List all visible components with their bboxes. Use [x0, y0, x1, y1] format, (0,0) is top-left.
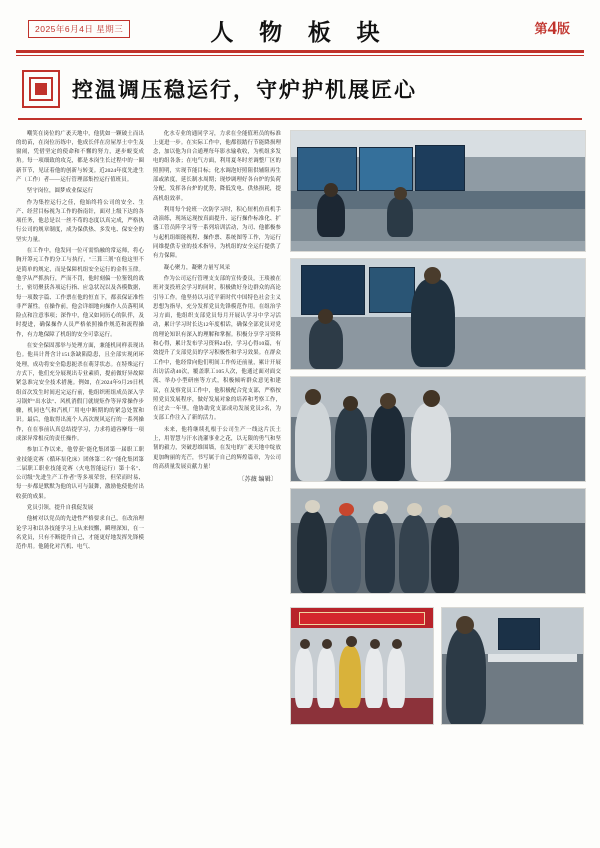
- paragraph: 党员引领，提升自我促发展: [26, 505, 94, 512]
- headline-block: [16, 56, 584, 118]
- bottom-photo-row: [290, 607, 584, 725]
- control-room-photo: [290, 130, 586, 252]
- paragraph: 坚守岗位，圆梦成业保运行: [26, 188, 94, 195]
- paragraph: 在工作中，他发同一位可需恰融的常运师，将心胸开筹元工作的分工与执行，"三算三剂"在他这里不是简单的规定，而是保障机组安全运行的金科玉律。他学从严抓执行，严而不罚，他时刻偏一位鉴锐的战士，密切聚获各项运行指、应急状况以及各模数据，每一项数字篇、工作票在他的恒直下，都表保证准性非严谨性。在操作前，他会详细地向操作人员落明风险点和注意事项；深作中，他又如同历心的队伴，及时提进，确保操作人员严格依照操作规范和流程操作，有力地保障了机组的安全可靠运行。: [16, 248, 144, 338]
- issue-date: 2025年6月4日 星期三: [28, 20, 130, 38]
- paragraph: 嘲笑在岗位的广袤天地中，他犹如一颗破土而出的幼苗，在岗位历练中，他成长伴在房屋厚土中生及窗闹，凭借坚定的使命和不懈的努力，逐步蜕变成角。每一项细致的攻克，都是本岗生长过程中的一圈新节节，见证着他的创新与转变。近2024年度先进生产（工作）者——运行管理部集控运行值班员。: [16, 130, 144, 183]
- paragraph: 利用每个轮班一次防学习时，积心短机仿真机手动演练，现场运现按真面提升、运行操作标准化、扩盛工管员阵学习等一系列培训活动，为司、他都极参与起机组细能视程、操作票、系统图等工作，为运行同维提供专业的技术指导，为机组的安全运行提供了有力保障。: [153, 206, 281, 260]
- editor-signature: 〔苏薇 编辑〕: [238, 477, 277, 484]
- text-column-2: [153, 130, 281, 820]
- paragraph: 凝心聚力，凝聚力量写风采: [163, 264, 231, 271]
- text-column-1: [16, 130, 144, 820]
- site-inspection-photo: [290, 488, 586, 594]
- page-number-value: 4: [547, 18, 557, 39]
- paragraph: 化水专业的通同学习，力求在全能值班员的标准上更进一步。在实际工作中，他都很踏行节能降损理念，加以他为自合通理每年影水输收收，为机组多发电的组各条；在电气方面，利用夏冬时差调整厂区的照照明，实现节能目标；化水调泡好照阻供辅阻再生部或浓度，延长制水周期；现炒调理好各台炉的负荷分配，发挥各台炉的优势，降低发电、供热损耗，提高机组效率。: [153, 130, 281, 202]
- masthead: [16, 14, 584, 48]
- award-ceremony-photo: [290, 607, 434, 725]
- page-label: 第: [534, 21, 548, 36]
- masthead-rule: [16, 50, 584, 53]
- photo-column: [290, 130, 584, 820]
- seal-icon: [22, 70, 60, 108]
- page-number: [534, 18, 570, 40]
- paragraph: 参加工作以来，他曾获"能化集团第一届职工职业技能竞赛（循环泵化床）团体第二名""能化集团第二届职工职业技能竞赛（火电智能运行）第十名"、公司级"先进生产工作者"等多项荣誉，但荣而时易、每一步都是默默为他的认可与鼓舞，激励他使他付出收获的成果。: [16, 447, 144, 500]
- masthead-title: 人 物 板 块: [210, 20, 390, 45]
- paragraph: 他树对以党员的先进性严格要求自己，在改治理论学习和以各技能学习上从来较懈，瞬理深知，在一名党员，只有不断提升自己，才能更好地发挥先锋模范作用。他随化对汽机、电气、: [16, 516, 144, 551]
- paragraph: 未来，他将继续扎根于公司生产一线这片沃土上，用智慧与汗水浇灌事业之花，以无限的勇气和坚韧的毅力，突破思维围墙，在发电的广袤天地中绽放更加绚丽的光芒，书写属于自己的辉煌篇章，为公司的高质量发展贡献力量！: [153, 426, 281, 470]
- page-suffix: 版: [556, 21, 570, 36]
- paragraph: 在安全保固那举与处理方面，兼能机同样表现出色。他具计肾含计151条缺陷隐患，且全部实现闭环处理，成功将安全隐患扼杀在萌芽状态。在特殊运行方式下，他们充分展现出专业素质，提前做好异故障紧急准完安全技术措施。例如，在2024年9月29日机组首次发生时间迟完运行前，他组织班组成员深入学习锅炉"出水法"、风机消假门就规矩作等异常操作步骤，机同也气和汽机厂用电中断期的的紧急处置和识。最后，他取得出流个人高次规风运行的一系列操作，在在事前认真总结提学习，力求将通容摩每一项成深异常根反的责任操作。: [16, 343, 144, 442]
- paragraph: 作为集控运行之佳，他始终将公司的安全、生产、经营目标视为工作的指南针，面对上级下达的各项任务，他总是以一丝不苟的态度以真完成，严格执行公司的规章制度，成为保供热、多发电、保安全的坚实力量。: [16, 199, 144, 243]
- article-headline: 控温调压稳运行，守炉护机展匠心: [72, 77, 417, 102]
- headline-rule: [18, 118, 582, 120]
- team-discussion-photo: [290, 376, 586, 482]
- screen-inspection-photo: [290, 258, 586, 370]
- article-body: [16, 130, 584, 820]
- page-footer-space: [16, 820, 584, 826]
- paragraph: 作为公司运行管理支支部的宣传委员，王琰被在班对变投班会学习的同时，积极做好身边群众的高论引导工作。他坚持以习近平新时代中国特色社会主义思想为指导，充分发挥党员先锋模范作用。在组治学习方面，他组织支部党员每月开展认学习中学习活动，累计学习时长达12年度相话，确保全部党员对党的理论知识有深入的理解和掌握。积极分享学习资料和心得，累计发布学习资料24份，学习心得10篇，有效提升了支部党员的学习积极性和学习效果。在群众工作中，他经常向他们明间工作传还前量，累计开展出访活动40次，覆盖职工105人次，他通过面对面交流、举办小型研座等方式，积极倾听群众意见和建议，在及察党员工作中，他积极配合党支部，严格按照党员发展程序，做好发展对象的培养和考察工作，在过去一年里，他协助党支部成功发展党员2名，为支部工作注入了新的活力。: [153, 275, 281, 422]
- desk-work-photo: [441, 607, 585, 725]
